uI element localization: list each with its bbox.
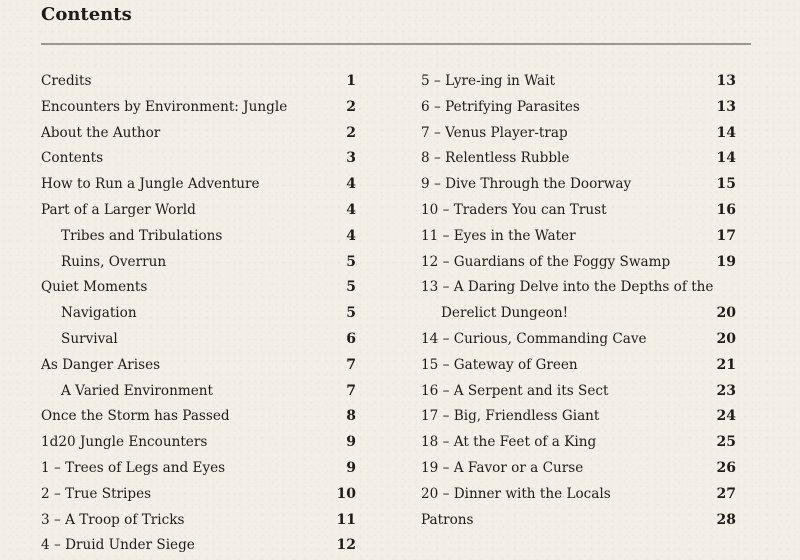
- toc-entry-page: 4: [346, 176, 356, 193]
- toc-entry-title: A Varied Environment: [61, 382, 214, 399]
- toc-subentry[interactable]: [41, 250, 356, 276]
- toc-entry-title: As Danger Arises: [41, 356, 161, 373]
- toc-entry-title: 1 – Trees of Legs and Eyes: [41, 459, 226, 476]
- toc-entry[interactable]: [421, 224, 736, 250]
- toc-entry-page: 26: [716, 459, 736, 476]
- toc-entry[interactable]: [421, 250, 736, 276]
- toc-subentry[interactable]: [41, 301, 356, 327]
- toc-entry[interactable]: [421, 69, 736, 95]
- toc-entry[interactable]: [41, 456, 356, 482]
- toc-entry[interactable]: [421, 146, 736, 172]
- toc-entry-page: 16: [716, 201, 736, 218]
- toc-left-column: [41, 69, 356, 559]
- toc-entry-title: Quiet Moments: [41, 279, 148, 296]
- toc-entry[interactable]: [421, 95, 736, 121]
- toc-entry-page: 28: [716, 511, 736, 528]
- toc-entry-page: 7: [346, 382, 356, 399]
- toc-entry-title: 11 – Eyes in the Water: [421, 227, 576, 244]
- toc-entry[interactable]: [41, 146, 356, 172]
- toc-entry-page: 20: [716, 305, 736, 322]
- toc-entry[interactable]: [421, 456, 736, 482]
- toc-entry-title: 17 – Big, Friendless Giant: [421, 408, 600, 425]
- toc-entry[interactable]: [41, 533, 356, 559]
- toc-entry-title: Contents: [41, 150, 104, 167]
- toc-entry-title: Patrons: [421, 511, 474, 528]
- toc-subentry[interactable]: [41, 327, 356, 353]
- toc-entry-title: Once the Storm has Passed: [41, 408, 230, 425]
- toc-entry[interactable]: [41, 275, 356, 301]
- page-title: Contents: [41, 4, 132, 25]
- toc-entry-page: 19: [716, 253, 736, 270]
- toc-entry-page: 5: [346, 253, 356, 270]
- toc-entry-title: 14 – Curious, Commanding Cave: [421, 330, 647, 347]
- toc-entry-title: 16 – A Serpent and its Sect: [421, 382, 609, 399]
- toc-entry-title: [421, 275, 713, 327]
- toc-entry-page: 11: [336, 511, 356, 528]
- toc-entry-title: 18 – At the Feet of a King: [421, 434, 597, 451]
- toc-entry-title: 15 – Gateway of Green: [421, 356, 578, 373]
- toc-entry[interactable]: [41, 353, 356, 379]
- toc-entry[interactable]: [421, 430, 736, 456]
- toc-entry-page: 27: [716, 485, 736, 502]
- toc-entry-title-line2: Derelict Dungeon!: [441, 305, 569, 322]
- toc-entry-page: 9: [346, 434, 356, 451]
- toc-entry[interactable]: [421, 508, 736, 534]
- toc-entry-page: 1: [346, 73, 356, 89]
- toc-entry-page: 14: [716, 150, 736, 167]
- toc-entry-title: 7 – Venus Player-trap: [421, 124, 568, 141]
- toc-entry-title: 2 – True Stripes: [41, 485, 152, 502]
- toc-entry[interactable]: [421, 379, 736, 405]
- toc-entry-page: 12: [336, 537, 356, 554]
- toc-entry-title: 1d20 Jungle Encounters: [41, 434, 208, 451]
- toc-entry-title: 4 – Druid Under Siege: [41, 537, 195, 554]
- toc-entry-page: 9: [346, 459, 356, 476]
- toc-entry-title: 19 – A Favor or a Curse: [421, 459, 584, 476]
- toc-entry[interactable]: [41, 69, 356, 95]
- toc-entry[interactable]: [421, 172, 736, 198]
- toc-entry-title: Encounters by Environment: Jungle: [41, 98, 288, 115]
- toc-entry-page: 7: [346, 356, 356, 373]
- toc-entry-title: Survival: [61, 330, 118, 347]
- toc-entry[interactable]: [41, 198, 356, 224]
- toc-right-column: [421, 69, 736, 533]
- toc-entry-title: 3 – A Troop of Tricks: [41, 511, 185, 528]
- toc-entry[interactable]: [41, 404, 356, 430]
- toc-entry-page: 3: [346, 150, 356, 167]
- toc-entry-title: 5 – Lyre-ing in Wait: [421, 73, 555, 89]
- toc-entry[interactable]: [421, 275, 736, 327]
- toc-entry[interactable]: [41, 121, 356, 147]
- toc-subentry[interactable]: [41, 379, 356, 405]
- toc-entry-page: 15: [716, 176, 736, 193]
- toc-entry[interactable]: [421, 198, 736, 224]
- toc-entry-title: How to Run a Jungle Adventure: [41, 176, 260, 193]
- toc-entry[interactable]: [421, 121, 736, 147]
- toc-entry-page: 4: [346, 201, 356, 218]
- toc-entry[interactable]: [41, 172, 356, 198]
- toc-entry-title: 20 – Dinner with the Locals: [421, 485, 611, 502]
- toc-entry-page: 21: [716, 356, 736, 373]
- toc-entry-title: Ruins, Overrun: [61, 253, 167, 270]
- toc-entry-page: 8: [346, 408, 356, 425]
- toc-entry-title-line1: 13 – A Daring Delve into the Depths of the: [421, 279, 714, 296]
- toc-entry[interactable]: [41, 508, 356, 534]
- heading-divider: [41, 43, 751, 45]
- toc-entry-page: 25: [716, 434, 736, 451]
- toc-entry-title: 6 – Petrifying Parasites: [421, 98, 580, 115]
- toc-entry-page: 10: [336, 485, 356, 502]
- toc-entry[interactable]: [421, 353, 736, 379]
- toc-entry-page: 4: [346, 227, 356, 244]
- toc-entry-page: 2: [346, 124, 356, 141]
- toc-entry-page: 5: [346, 305, 356, 322]
- toc-entry-title: 8 – Relentless Rubble: [421, 150, 570, 167]
- toc-entry-title: Credits: [41, 73, 92, 89]
- toc-entry-title: 12 – Guardians of the Foggy Swamp: [421, 253, 671, 270]
- toc-entry-page: 14: [716, 124, 736, 141]
- toc-entry-page: 13: [716, 98, 736, 115]
- toc-entry-title: Tribes and Tribulations: [61, 227, 223, 244]
- toc-entry[interactable]: [41, 482, 356, 508]
- toc-entry[interactable]: [41, 95, 356, 121]
- toc-entry-title: About the Author: [41, 124, 161, 141]
- toc-entry-page: 23: [716, 382, 736, 399]
- toc-entry-page: 20: [716, 330, 736, 347]
- toc-entry-title: 9 – Dive Through the Doorway: [421, 176, 632, 193]
- toc-entry-title: Navigation: [61, 305, 137, 322]
- toc-entry-page: 13: [716, 73, 736, 89]
- toc-entry-title: 10 – Traders You can Trust: [421, 201, 607, 218]
- toc-subentry[interactable]: [41, 224, 356, 250]
- toc-entry[interactable]: [421, 404, 736, 430]
- toc-entry-title: Part of a Larger World: [41, 201, 196, 218]
- toc-entry[interactable]: [421, 327, 736, 353]
- toc-entry-page: 5: [346, 279, 356, 296]
- toc-entry[interactable]: [41, 430, 356, 456]
- toc-entry-page: 2: [346, 98, 356, 115]
- toc-entry-page: 6: [346, 330, 356, 347]
- toc-entry[interactable]: [421, 482, 736, 508]
- toc-entry-page: 17: [716, 227, 736, 244]
- toc-entry-page: 24: [716, 408, 736, 425]
